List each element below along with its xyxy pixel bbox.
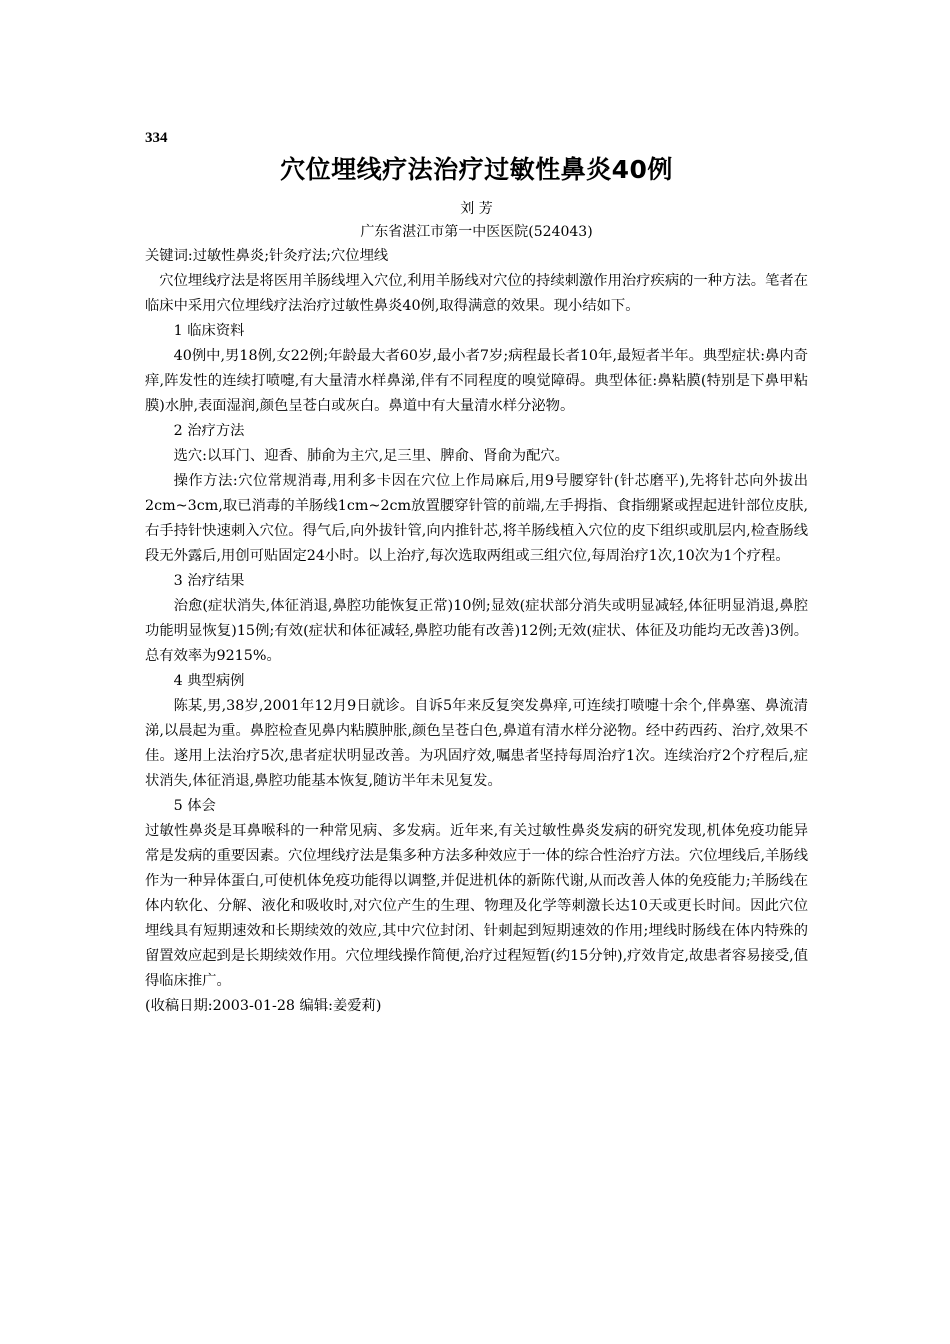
intro-paragraph: 穴位埋线疗法是将医用羊肠线埋入穴位,利用羊肠线对穴位的持续刺激作用治疗疾病的一种方法。笔者在临床中采用穴位埋线疗法治疗过敏性鼻炎40例,取得满意的效果。现小结如下。 (145, 273, 808, 314)
body-paragraph: 40例中,男18例,女22例;年龄最大者60岁,最小者7岁;病程最长者10年,最短者半年。典型症状:鼻内奇痒,阵发性的连续打喷嚏,有大量清水样鼻涕,伴有不同程度的嗅觉障碍。典型体征:鼻粘膜(特别是下鼻甲粘膜)水肿,表面湿润,颜色呈苍白或灰白。鼻道中有大量清水样分泌物。 (145, 348, 808, 414)
received-date-note: (收稿日期:2003-01-28 编辑:姜爱莉) (145, 998, 382, 1014)
author: 刘 芳 (460, 201, 493, 217)
body-paragraph: 过敏性鼻炎是耳鼻喉科的一种常见病、多发病。近年来,有关过敏性鼻炎发病的研究发现,机体免疫功能异常是发病的重要因素。穴位埋线疗法是集多种方法多种效应于一体的综合性治疗方法。穴位埋线后,羊肠线作为一种异体蛋白,可使机体免疫功能得以调整,并促进机体的新陈代谢,从而改善人体的免疫能力;羊肠线在体内软化、分解、液化和吸收时,对穴位产生的生理、物理及化学等刺激长达10天或更长时间。因此穴位埋线具有短期速效和长期续效的效应,其中穴位封闭、针刺起到短期速效的作用;埋线时肠线在体内特殊的留置效应起到是长期续效作用。穴位埋线操作简便,治疗过程短暂(约15分钟),疗效肯定,故患者容易接受,值得临床推广。 (145, 823, 808, 989)
section-heading: 3 治疗结果 (173, 573, 245, 589)
section-heading: 5 体会 (173, 798, 216, 814)
article (145, 128, 808, 1019)
section-heading: 2 治疗方法 (173, 423, 245, 439)
section-heading: 4 典型病例 (173, 673, 245, 689)
body-paragraph: 操作方法:穴位常规消毒,用利多卡因在穴位上作局麻后,用9号腰穿针(针芯磨平),先将针芯向外拔出2cm~3cm,取已消毒的羊肠线1cm~2cm放置腰穿针管的前端,左手拇指、食指绷紧或捏起进针部位皮肤,右手持针快速刺入穴位。得气后,向外拔针管,向内推针芯,将羊肠线植入穴位的皮下组织或肌层内,检查肠线段无外露后,用创可贴固定24小时。以上治疗,每次选取两组或三组穴位,每周治疗1次,10次为1个疗程。 (145, 473, 808, 564)
affiliation: 广东省湛江市第一中医医院(524043) (360, 224, 593, 240)
body-paragraph: 治愈(症状消失,体征消退,鼻腔功能恢复正常)10例;显效(症状部分消失或明显减轻,体征明显消退,鼻腔功能明显恢复)15例;有效(症状和体征减轻,鼻腔功能有改善)12例;无效(症状、体征及功能均无改善)3例。总有效率为9215%。 (145, 598, 808, 664)
article-title: 穴位埋线疗法治疗过敏性鼻炎40例 (280, 155, 673, 184)
page-number: 334 (145, 130, 168, 146)
body-paragraph: 陈某,男,38岁,2001年12月9日就诊。自诉5年来反复突发鼻痒,可连续打喷嚏十余个,伴鼻塞、鼻流清涕,以晨起为重。鼻腔检查见鼻内粘膜肿胀,颜色呈苍白色,鼻道有清水样分泌物。经中药西药、治疗,效果不佳。遂用上法治疗5次,患者症状明显改善。为巩固疗效,嘱患者坚持每周治疗1次。连续治疗2个疗程后,症状消失,体征消退,鼻腔功能基本恢复,随访半年未见复发。 (145, 698, 808, 789)
body-paragraph: 选穴:以耳门、迎香、肺俞为主穴,足三里、脾俞、肾俞为配穴。 (173, 448, 569, 464)
section-heading: 1 临床资料 (173, 323, 245, 339)
keywords: 关键词:过敏性鼻炎;针灸疗法;穴位埋线 (145, 248, 389, 264)
